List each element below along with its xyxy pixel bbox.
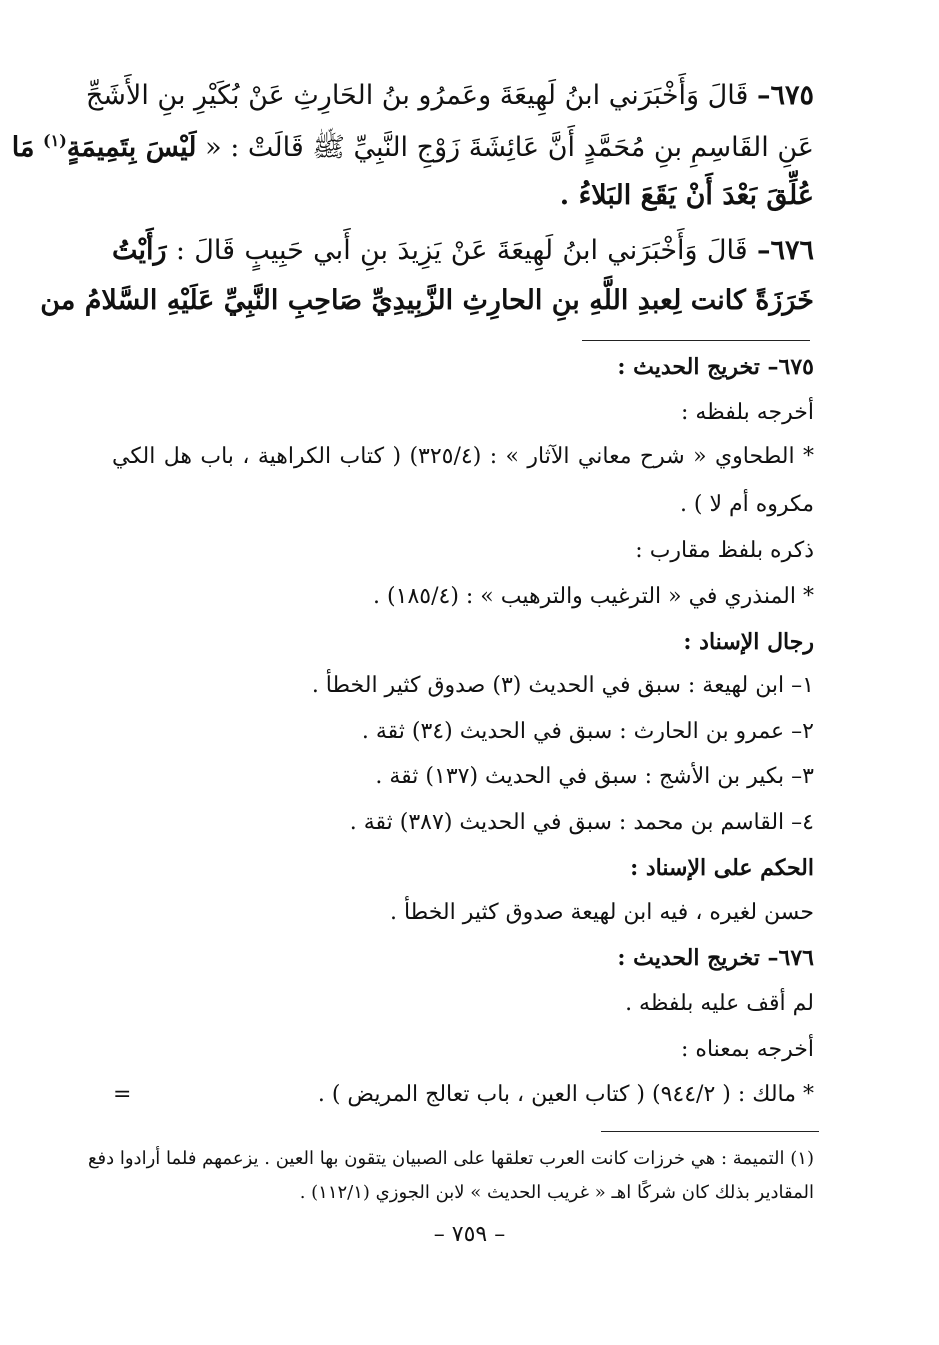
footnote-line-1: (١) التميمة : هي خرزات كانت العرب تعلقها على الصبيان يتقون بها العين . يزعمهم فلما أرادوا دفع (87, 1148, 814, 1169)
takhrij-675-heading: ٦٧٥– تخريج الحديث : (617, 354, 814, 380)
footnote-line-2: المقادير بذلك كان شركًا اهـ « غريب الحديث » لابن الجوزي (١١٢/١) . (299, 1182, 814, 1203)
malik: * مالك : ( ٩٤٤/٢) ( كتاب العين ، باب تعالج المريض ) . (317, 1082, 814, 1107)
hadith-675-text-2a: عَنِ القَاسِمِ بنِ مُحَمَّدٍ أَنَّ عَائِشَةَ زَوْجِ النَّبِيِّ ﷺ قَالَتْ : « (205, 132, 814, 163)
hadith-675-line-2 (11, 130, 814, 170)
hadith-676-text-1b: رَأَيْتُ (112, 235, 167, 266)
rijal-item: ٤– القاسم بن محمد : سبق في الحديث (٣٨٧) ثقة . (349, 810, 814, 835)
hadith-675-line-3: عُلِّقَ بَعْدَ أَنْ يَقَعَ البَلاءُ . (559, 180, 814, 211)
hadith-676-line-1 (112, 235, 814, 266)
akhrajahu-bimanahu: أخرجه بمعناه : (681, 1037, 814, 1062)
tahawi-line-2: مكروه أم لا ) . (679, 492, 814, 517)
hadith-675-text-2b: لَيْسَ بِتَمِيمَةٍ (66, 132, 197, 163)
hukm-text: حسن لغيره ، فيه ابن لهيعة صدوق كثير الخطأ . (389, 900, 814, 925)
separator-rule (582, 340, 810, 341)
hadith-676-text-1a: قَالَ وَأَخْبَرَني ابنُ لَهِيعَةَ عَنْ يَزِيدَ بنِ أَبي حَبِيبٍ قَالَ : (175, 235, 748, 266)
rijal-item: ١– ابن لهيعة : سبق في الحديث (٣) صدوق كثير الخطأ . (311, 673, 814, 698)
hadith-675-text-2c: مَا (11, 132, 35, 163)
hadith-675-number: ٦٧٥– (756, 80, 814, 111)
hukm-heading: الحكم على الإسناد : (630, 855, 814, 881)
hadith-676-line-2: خَرَزَةً كانت لِعبدِ اللَّهِ بنِ الحارِثِ الزَّبِيدِيِّ صَاحِبِ النَّبِيِّ عَلَيْهِ السَّلامُ من (40, 285, 814, 316)
footnote-mark: (١) (43, 131, 67, 150)
dhakarahu: ذكره بلفظ مقارب : (635, 538, 814, 563)
footnote-rule (601, 1131, 819, 1132)
rijal-item: ٢– عمرو بن الحارث : سبق في الحديث (٣٤) ثقة . (361, 719, 814, 744)
lam-aqif: لم أقف عليه بلفظه . (625, 991, 814, 1016)
rijal-heading: رجال الإسناد : (683, 629, 814, 655)
rijal-item: ٣– بكير بن الأشج : سبق في الحديث (١٣٧) ثقة . (375, 764, 814, 789)
akhrajahu-bilafzihi: أخرجه بلفظه : (680, 400, 814, 425)
hadith-675-line-1 (85, 80, 814, 111)
tahawi-line-1: * الطحاوي « شرح معاني الآثار » : (٣٢٥/٤) ( كتاب الكراهية ، باب هل الكي (112, 444, 814, 469)
hadith-676-number: ٦٧٦– (756, 235, 814, 266)
mundhiri: * المنذري في « الترغيب والترهيب » : (١٨٥/٤) . (373, 584, 814, 609)
page-number: – ٧٥٩ – (433, 1222, 506, 1247)
takhrij-676-heading: ٦٧٦– تخريج الحديث : (617, 945, 814, 971)
continuation-mark: = (113, 1082, 132, 1107)
hadith-675-text-1: قَالَ وَأَخْبَرَني ابنُ لَهِيعَةَ وعَمرُو بنُ الحَارِثِ عَنْ بُكَيْرِ بنِ الأَشَجِّ (85, 80, 749, 111)
